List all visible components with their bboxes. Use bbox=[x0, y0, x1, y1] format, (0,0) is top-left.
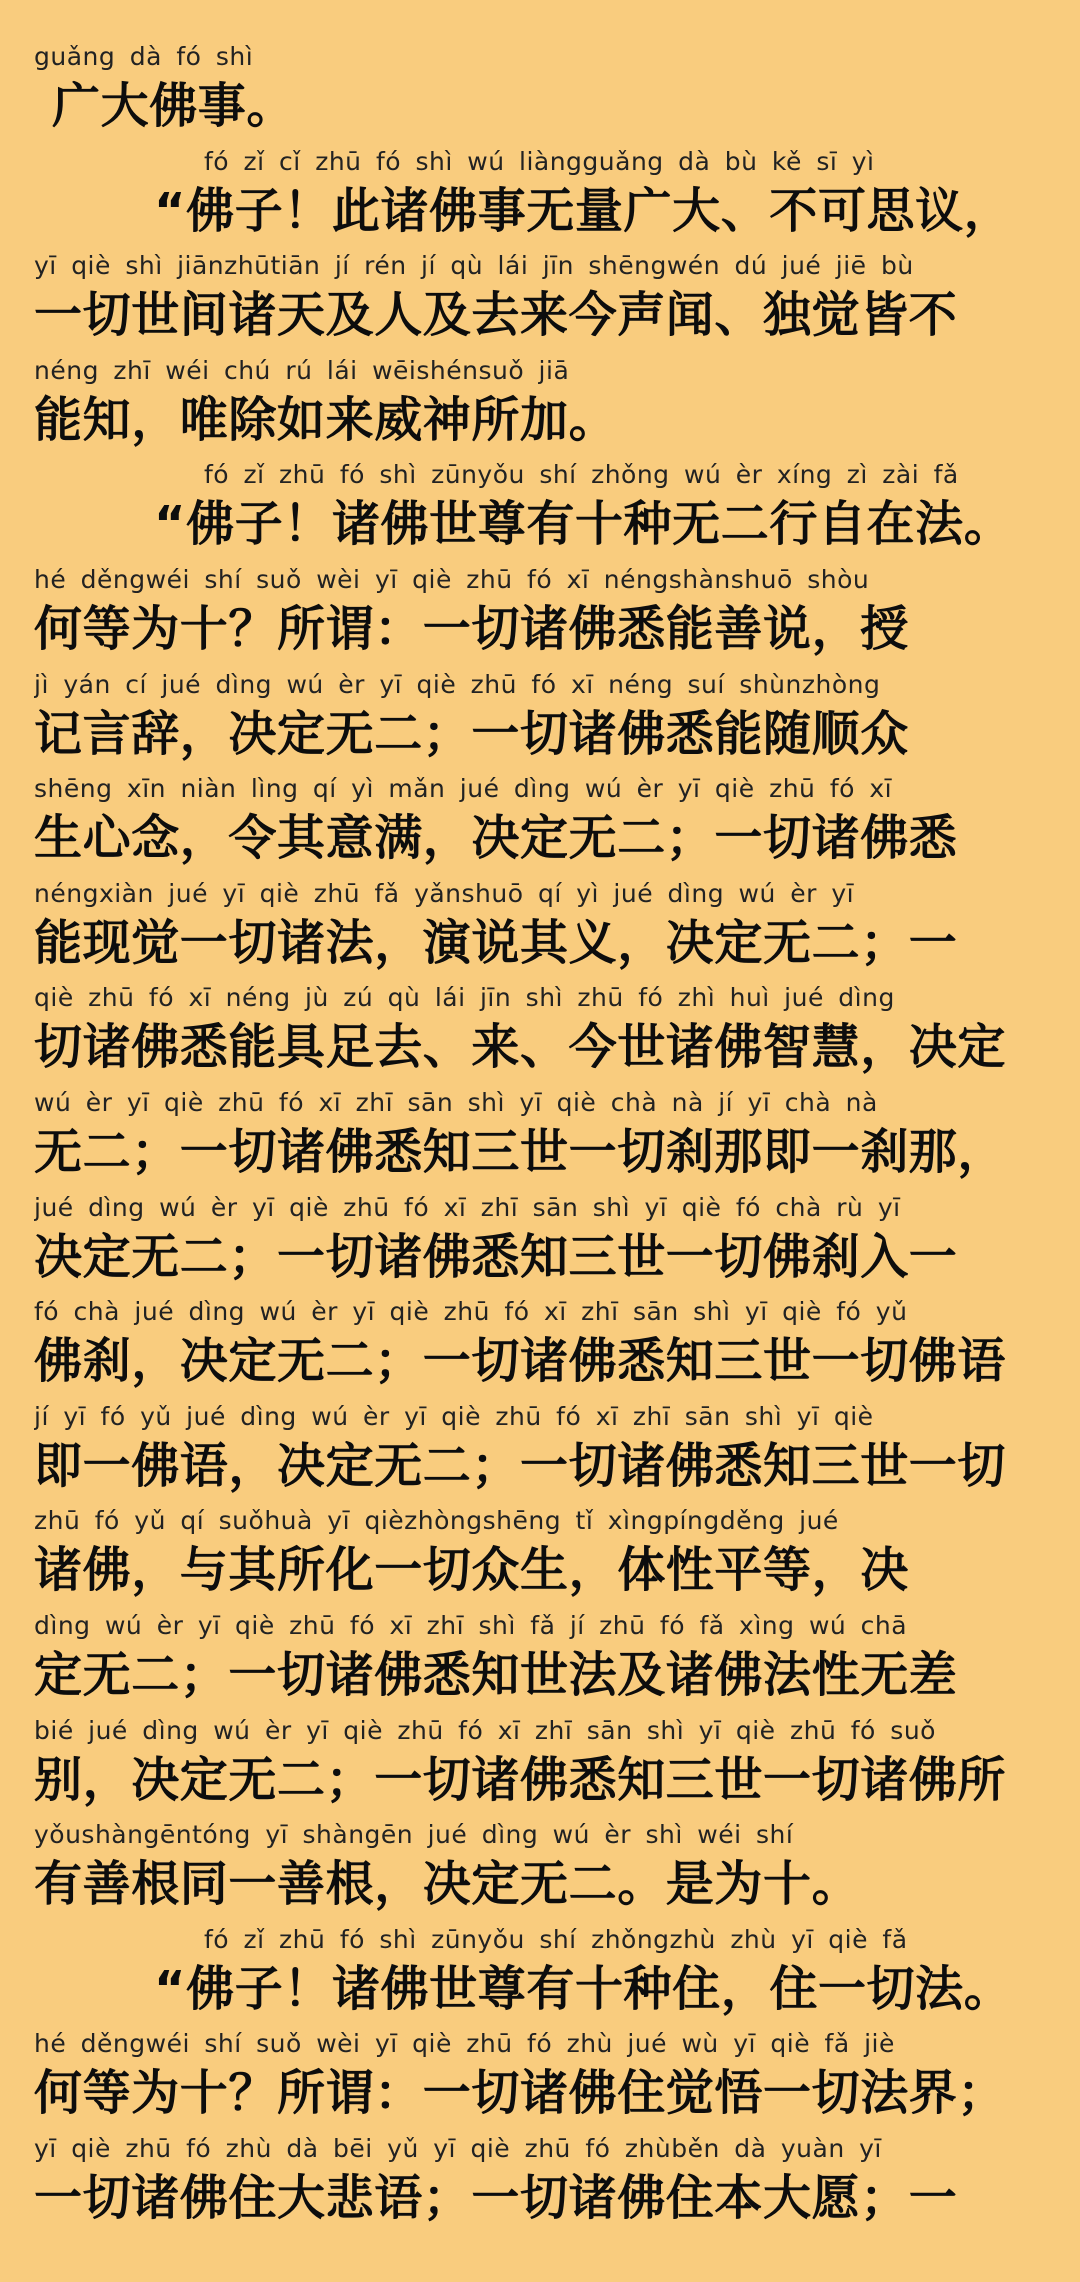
text-line bbox=[34, 40, 1046, 145]
pinyin-line: néng zhī wéi chú rú lái wēishénsuǒ jiā bbox=[34, 355, 570, 385]
text-line bbox=[34, 563, 1046, 668]
hanzi-line: “佛子！此诸佛事无量广大、不可思议， bbox=[154, 182, 1013, 239]
pinyin-line: jí yī fó yǔ jué dìng wú èr yī qiè zhū fó xī zhī sān shì yī qiè bbox=[34, 1401, 874, 1431]
hanzi-line: 广大佛事。 bbox=[52, 78, 296, 134]
text-line bbox=[34, 1504, 1046, 1609]
hanzi-line: 有善根同一善根，决定无二。是为十。 bbox=[34, 1856, 861, 1913]
text-line bbox=[34, 1191, 1046, 1296]
hanzi-line: 佛刹，决定无二；一切诸佛悉知三世一切佛语 bbox=[34, 1333, 1007, 1390]
hanzi-line: 一切世间诸天及人及去来今声闻、独觉皆不 bbox=[34, 287, 958, 344]
pinyin-line: néngxiàn jué yī qiè zhū fǎ yǎnshuō qí yì jué dìng wú èr yī bbox=[34, 878, 855, 908]
hanzi-line: 何等为十？所谓：一切诸佛住觉悟一切法界； bbox=[34, 2065, 1007, 2122]
pinyin-line: wú èr yī qiè zhū fó xī zhī sān shì yī qiè chà nà jí yī chà nà bbox=[34, 1087, 878, 1117]
hanzi-line: 记言辞，决定无二；一切诸佛悉能随顺众 bbox=[34, 705, 909, 762]
text-line bbox=[34, 1923, 1046, 2028]
text-line bbox=[34, 2132, 1046, 2237]
pinyin-line: bié jué dìng wú èr yī qiè zhū fó xī zhī sān shì yī qiè zhū fó suǒ bbox=[34, 1715, 936, 1745]
text-line bbox=[34, 1714, 1046, 1819]
text-line bbox=[34, 1086, 1046, 1191]
pinyin-line: dìng wú èr yī qiè zhū fó xī zhī shì fǎ jí zhū fó fǎ xìng wú chā bbox=[34, 1610, 908, 1640]
pinyin-line: jué dìng wú èr yī qiè zhū fó xī zhī sān shì yī qiè fó chà rù yī bbox=[34, 1192, 901, 1222]
text-line bbox=[34, 458, 1046, 563]
pinyin-line: hé děngwéi shí suǒ wèi yī qiè zhū fó xī néngshànshuō shòu bbox=[34, 564, 870, 594]
text-line bbox=[34, 772, 1046, 877]
pinyin-line: yǒushàngēntóng yī shàngēn jué dìng wú èr shì wéi shí bbox=[34, 1820, 794, 1850]
text-line bbox=[34, 1818, 1046, 1923]
pinyin-line: yī qiè zhū fó zhù dà bēi yǔ yī qiè zhū fó zhùběn dà yuàn yī bbox=[34, 2133, 882, 2163]
hanzi-line: 切诸佛悉能具足去、来、今世诸佛智慧，决定 bbox=[34, 1019, 1007, 1076]
hanzi-line: “佛子！诸佛世尊有十种无二行自在法。 bbox=[154, 496, 1013, 553]
hanzi-line: 一切诸佛住大悲语；一切诸佛住本大愿；一 bbox=[34, 2169, 958, 2226]
hanzi-line: 何等为十？所谓：一切诸佛悉能善说，授 bbox=[34, 600, 909, 657]
pinyin-line: yī qiè shì jiānzhūtiān jí rén jí qù lái jīn shēngwén dú jué jiē bù bbox=[34, 251, 914, 281]
hanzi-line: 能现觉一切诸法，演说其义，决定无二；一 bbox=[34, 914, 958, 971]
pinyin-line: jì yán cí jué dìng wú èr yī qiè zhū fó xī néng suí shùnzhòng bbox=[34, 669, 881, 699]
pinyin-line: fó chà jué dìng wú èr yī qiè zhū fó xī zhī sān shì yī qiè fó yǔ bbox=[34, 1297, 908, 1327]
hanzi-line: 别，决定无二；一切诸佛悉知三世一切诸佛所 bbox=[34, 1751, 1007, 1808]
pinyin-line: fó zǐ zhū fó shì zūnyǒu shí zhǒng wú èr xíng zì zài fǎ bbox=[204, 460, 959, 490]
text-line bbox=[34, 668, 1046, 773]
pinyin-line: fó zǐ cǐ zhū fó shì wú liàngguǎng dà bù kě sī yì bbox=[204, 146, 875, 176]
pinyin-line: hé děngwéi shí suǒ wèi yī qiè zhū fó zhù jué wù yī qiè fǎ jiè bbox=[34, 2029, 895, 2059]
hanzi-line: 无二；一切诸佛悉知三世一切刹那即一刹那， bbox=[34, 1123, 1007, 1180]
hanzi-line: “佛子！诸佛世尊有十种住，住一切法。 bbox=[154, 1960, 1013, 2017]
pinyin-line: shēng xīn niàn lìng qí yì mǎn jué dìng wú èr yī qiè zhū fó xī bbox=[34, 774, 893, 804]
text-line bbox=[34, 1400, 1046, 1505]
pinyin-line: qiè zhū fó xī néng jù zú qù lái jīn shì zhū fó zhì huì jué dìng bbox=[34, 983, 895, 1013]
pinyin-line: zhū fó yǔ qí suǒhuà yī qièzhòngshēng tǐ xìngpíngděng jué bbox=[34, 1506, 839, 1536]
pinyin-line: fó zǐ zhū fó shì zūnyǒu shí zhǒngzhù zhù yī qiè fǎ bbox=[204, 1924, 908, 1954]
hanzi-line: 能知，唯除如来威神所加。 bbox=[34, 391, 618, 448]
text-line bbox=[34, 1609, 1046, 1714]
text-line bbox=[34, 1295, 1046, 1400]
text-line bbox=[34, 877, 1046, 982]
text-line bbox=[34, 981, 1046, 1086]
pinyin-line: guǎng dà fó shì bbox=[34, 42, 254, 71]
hanzi-line: 决定无二；一切诸佛悉知三世一切佛刹入一 bbox=[34, 1228, 958, 1285]
text-line bbox=[34, 249, 1046, 354]
text-line bbox=[34, 354, 1046, 459]
hanzi-line: 生心念，令其意满，决定无二；一切诸佛悉 bbox=[34, 810, 958, 867]
hanzi-line: 诸佛，与其所化一切众生，体性平等，决 bbox=[34, 1542, 909, 1599]
text-line bbox=[34, 2027, 1046, 2132]
hanzi-line: 定无二；一切诸佛悉知世法及诸佛法性无差 bbox=[34, 1646, 958, 1703]
hanzi-line: 即一佛语，决定无二；一切诸佛悉知三世一切 bbox=[34, 1437, 1007, 1494]
text-line bbox=[34, 145, 1046, 250]
